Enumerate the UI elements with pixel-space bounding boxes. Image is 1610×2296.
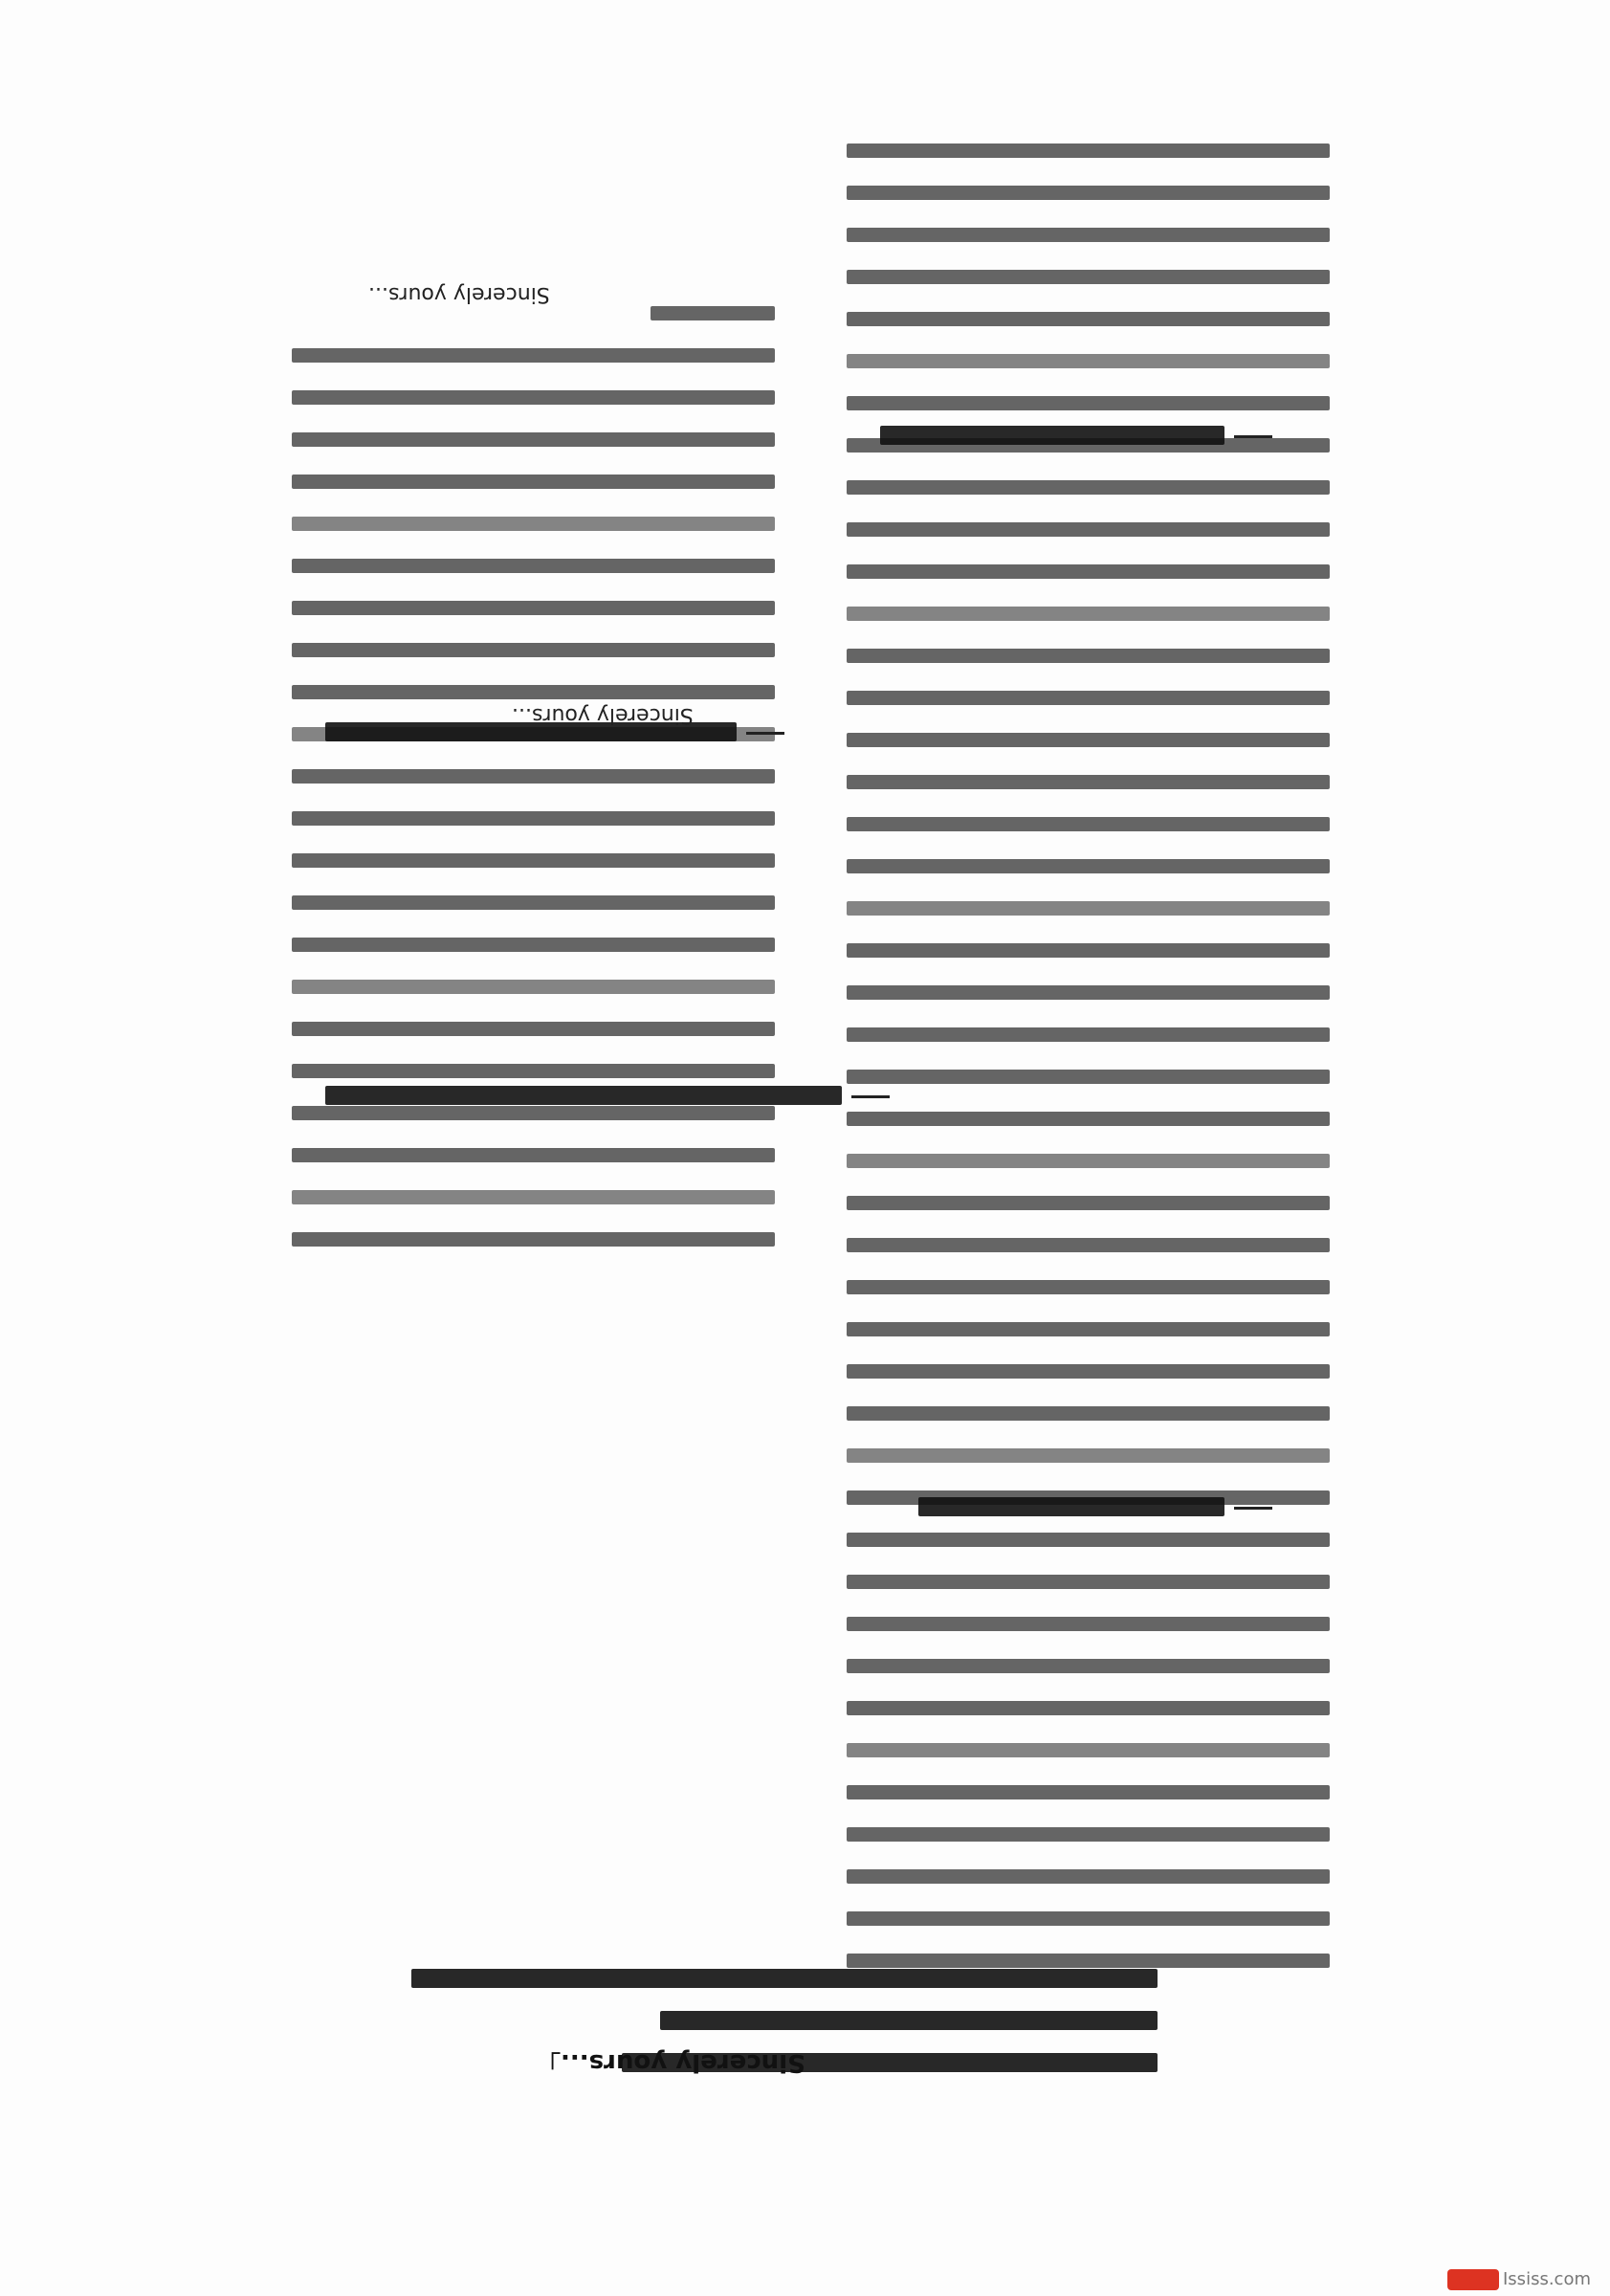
- heading-dash: [851, 1095, 890, 1098]
- watermark: [1447, 2269, 1591, 2290]
- section-title-fragment: Sincerely yours...: [512, 703, 694, 727]
- question-heading: [880, 426, 1224, 445]
- question-heading: [325, 1086, 842, 1105]
- watermark-logo-icon: [1447, 2269, 1499, 2290]
- lead-title-fragment: Sincerely yours...」: [536, 2048, 805, 2077]
- question-heading: [918, 1497, 1224, 1516]
- heading-dash: [1234, 435, 1272, 438]
- watermark-text: Ississ.com: [1503, 2269, 1591, 2289]
- heading-dash: [1234, 1507, 1272, 1510]
- right-column-text: [847, 144, 1330, 1996]
- heading-dash: [746, 732, 784, 735]
- left-column-text: [292, 306, 775, 1274]
- closing-signature: Sincerely yours...: [368, 282, 550, 306]
